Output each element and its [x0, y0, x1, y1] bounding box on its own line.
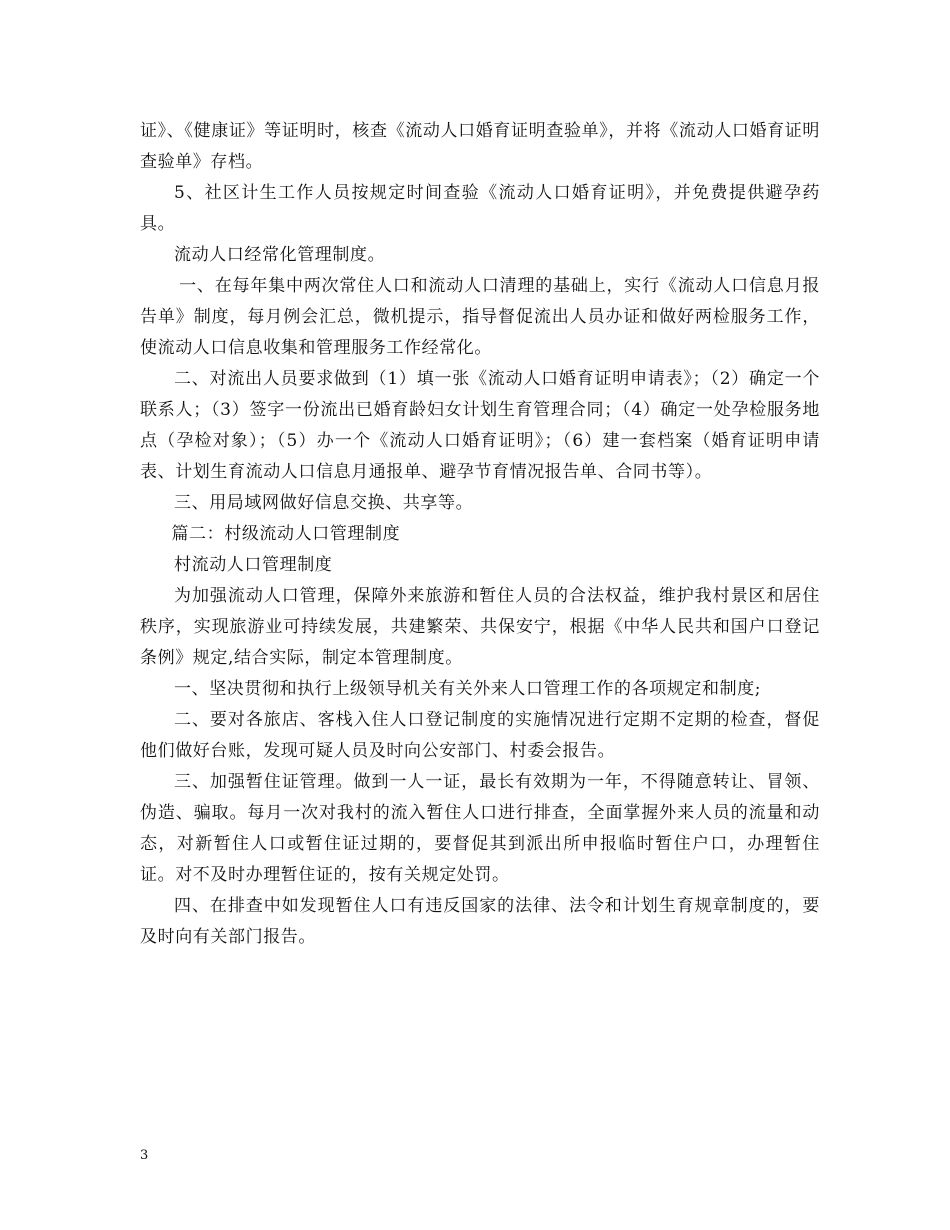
paragraph-rule-3: 三、加强暂住证管理。做到一人一证，最长有效期为一年，不得随意转让、冒领、伪造、骗取。每月一次对我村的流入暂住人口进行排查，全面掌握外来人员的流量和动态，对新暂住人口或暂住证过期的，要督促其到派出所申报临时暂住户口，办理暂住证。对不及时办理暂住证的，按有关规定处罚。: [140, 772, 820, 885]
paragraph-rule-4: 四、在排查中如发现暂住人口有违反国家的法律、法令和计划生育规章制度的，要及时向有关部门报告。: [140, 896, 820, 947]
heading-village-rules: 村流动人口管理制度: [174, 555, 333, 575]
paragraph-subheading-regular-management: 流动人口经常化管理制度。: [174, 245, 386, 265]
heading-part-two: 篇二：村级流动人口管理制度: [171, 524, 401, 544]
paragraph-section-1: 一、在每年集中两次常住人口和流动人口清理的基础上，实行《流动人口信息月报告单》制度，每月例会汇总，微机提示，指导督促流出人员办证和做好两检服务工作，使流动人口信息收集和管理服务工作经常化。: [140, 276, 820, 358]
paragraph-continuation: 证》、《健康证》等证明时，核查《流动人口婚育证明查验单》，并将《流动人口婚育证明查验单》存档。: [140, 121, 820, 172]
paragraph-section-3: 三、用局域网做好信息交换、共享等。: [174, 493, 474, 513]
paragraph-purpose: 为加强流动人口管理，保障外来旅游和暂住人员的合法权益，维护我村景区和居住秩序，实现旅游业可持续发展，共建繁荣、共保安宁，根据《中华人民共和国户口登记条例》规定,结合实际，制定本管理制度。: [140, 586, 820, 668]
page-number: 3: [140, 1148, 149, 1163]
paragraph-item-5: 5、社区计生工作人员按规定时间查验《流动人口婚育证明》，并免费提供避孕药具。: [140, 183, 820, 234]
document-body: [140, 116, 820, 953]
paragraph-rule-2: 二、要对各旅店、客栈入住人口登记制度的实施情况进行定期不定期的检查，督促他们做好台账，发现可疑人员及时向公安部门、村委会报告。: [140, 710, 820, 761]
paragraph-section-2: 二、对流出人员要求做到（1）填一张《流动人口婚育证明申请表》；（2）确定一个联系人；（3）签字一份流出已婚育龄妇女计划生育管理合同；（4）确定一处孕检服务地点（孕检对象）；（5）办一个《流动人口婚育证明》；（6）建一套档案（婚育证明申请表、计划生育流动人口信息月通报单、避孕节育情况报告单、合同书等）。: [140, 369, 820, 482]
paragraph-rule-1: 一、坚决贯彻和执行上级领导机关有关外来人口管理工作的各项规定和制度;: [174, 679, 762, 699]
